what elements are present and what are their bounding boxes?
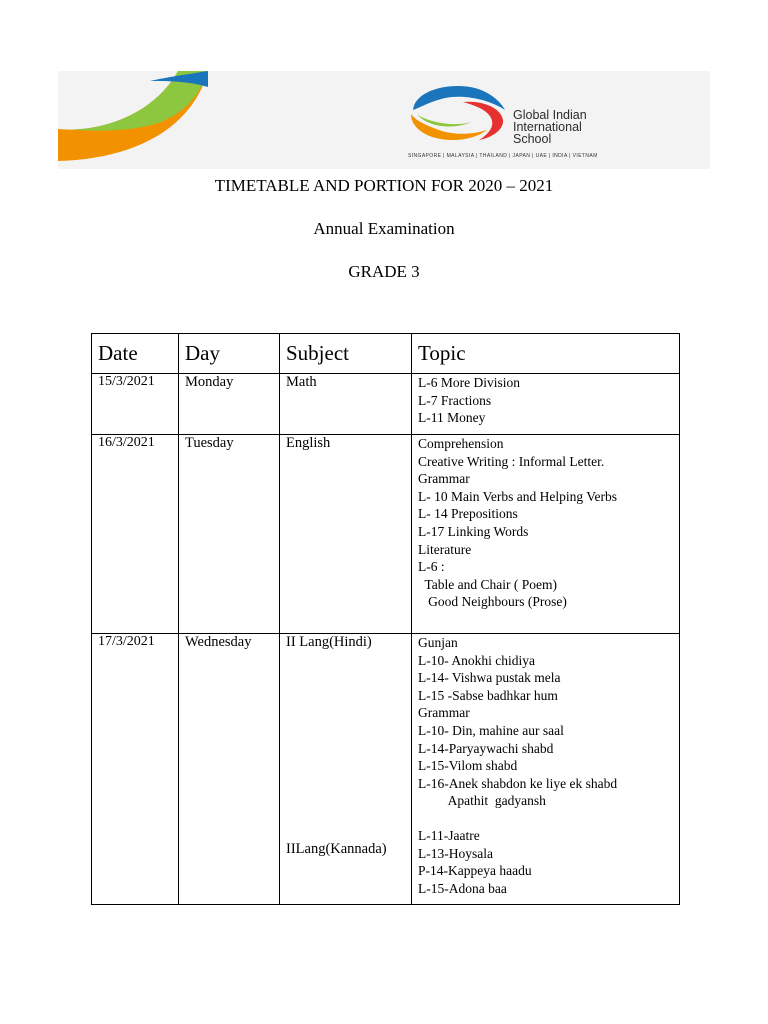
countries-line: SINGAPORE | MALAYSIA | THAILAND | JAPAN | UAE | INDIA | VIETNAM: [408, 153, 598, 159]
topic-item: L- 14 Prepositions: [418, 506, 518, 522]
row-date: 16/3/2021: [92, 435, 179, 634]
page-title: TIMETABLE AND PORTION FOR 2020 – 2021: [214, 176, 554, 195]
header-date: Date: [92, 334, 179, 374]
topic-item: Gunjan: [418, 635, 458, 650]
row-subject: [280, 634, 412, 905]
topic-item: L-7 Fractions: [418, 392, 492, 408]
table-row: [92, 374, 680, 435]
table-header-row: [92, 334, 680, 374]
row-day: Tuesday: [179, 435, 280, 634]
header-subject: Subject: [280, 334, 412, 374]
topic-item: L-6 More Division: [418, 375, 520, 390]
hindi-topics: [418, 634, 673, 810]
subject-hindi: II Lang(Hindi): [286, 634, 372, 650]
topic-item: Grammar: [418, 471, 470, 487]
school-logo-icon: [405, 80, 507, 144]
topic-item: L-11 Money: [418, 410, 486, 426]
row-date: 17/3/2021: [92, 634, 179, 905]
timetable: [91, 333, 680, 905]
topic-item: Table and Chair ( Poem): [418, 576, 558, 592]
topic-item: L-15-Adona baa: [418, 880, 507, 896]
topic-item: L-10- Din, mahine aur saal: [418, 722, 564, 738]
topic-item: Apathit gadyansh: [418, 793, 546, 809]
school-name-line-2: International: [513, 120, 582, 134]
topic-item: Comprehension: [418, 436, 504, 451]
row-subject: Math: [280, 374, 412, 435]
topic-item: P-14-Kappeya haadu: [418, 863, 532, 879]
topic-item: Grammar: [418, 705, 470, 721]
row-topics: [412, 634, 680, 905]
decorative-swoosh: [58, 71, 208, 161]
row-subject: English: [280, 435, 412, 634]
topic-item: L-11-Jaatre: [418, 827, 480, 843]
grade-label: GRADE 3: [348, 262, 420, 281]
topic-item: L-13-Hoysala: [418, 845, 493, 861]
topic-item: Literature: [418, 541, 472, 557]
topic-item: L-14-Paryaywachi shabd: [418, 740, 554, 756]
school-name: [513, 109, 587, 145]
row-day: Wednesday: [179, 634, 280, 905]
topic-item: L-10- Anokhi chidiya: [418, 652, 535, 668]
school-name-line-1: Global Indian: [513, 108, 587, 122]
header-day: Day: [179, 334, 280, 374]
exam-name: Annual Examination: [313, 219, 455, 238]
topic-item: L-15 -Sabse badhkar hum: [418, 687, 558, 703]
topic-item: L- 10 Main Verbs and Helping Verbs: [418, 488, 617, 504]
topic-item: L-16-Anek shabdon ke liye ek shabd: [418, 775, 618, 791]
topic-item: L-17 Linking Words: [418, 523, 529, 539]
row-date: 15/3/2021: [92, 374, 179, 435]
topic-item: Good Neighbours (Prose): [418, 594, 567, 610]
header-topic: Topic: [412, 334, 680, 374]
subject-kannada: IILang(Kannada): [286, 841, 387, 857]
row-topics: [412, 374, 680, 435]
kannada-topics: [418, 827, 673, 897]
topic-item: L-6 :: [418, 559, 445, 575]
school-name-line-3: School: [513, 132, 552, 146]
table-row: [92, 435, 680, 634]
row-topics: [412, 435, 680, 634]
topic-item: Creative Writing : Informal Letter.: [418, 453, 605, 469]
table-row: [92, 634, 680, 905]
topic-item: L-15-Vilom shabd: [418, 758, 518, 774]
row-day: Monday: [179, 374, 280, 435]
topic-item: L-14- Vishwa pustak mela: [418, 670, 561, 686]
